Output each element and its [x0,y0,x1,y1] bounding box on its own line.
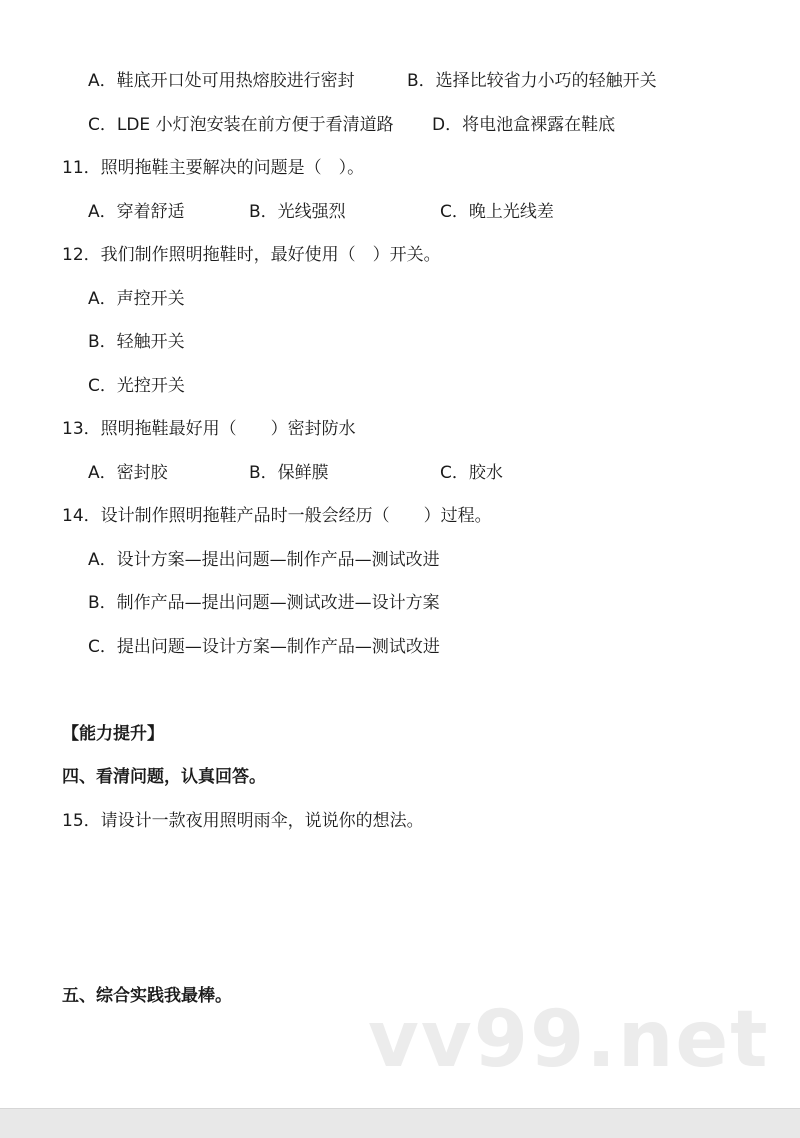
q10-option-c: C．LDE 小灯泡安装在前方便于看清道路 [88,115,394,135]
q14-option-c: C．提出问题—设计方案—制作产品—测试改进 [88,637,440,657]
q14-option-a: A．设计方案—提出问题—制作产品—测试改进 [88,550,440,570]
q12-stem: 12．我们制作照明拖鞋时，最好使用（ ）开关。 [62,245,441,265]
q15-stem: 15．请设计一款夜用照明雨伞，说说你的想法。 [62,811,424,831]
ability-heading: 【能力提升】 [62,724,164,744]
page-bottom-bar [0,1108,800,1138]
q11-option-b: B．光线强烈 [249,202,346,222]
q13-option-b: B．保鲜膜 [249,463,329,483]
q14-option-b: B．制作产品—提出问题—测试改进—设计方案 [88,593,440,613]
q13-option-c: C．胶水 [440,463,503,483]
watermark: vv99.net [368,995,770,1085]
q10-option-b: B．选择比较省力小巧的轻触开关 [407,71,657,91]
q12-option-c: C．光控开关 [88,376,185,396]
q10-option-d: D．将电池盒裸露在鞋底 [432,115,616,135]
q13-option-a: A．密封胶 [88,463,168,483]
q11-stem: 11．照明拖鞋主要解决的问题是（ ）。 [62,158,365,178]
q10-option-a: A．鞋底开口处可用热熔胶进行密封 [88,71,355,91]
q14-stem: 14．设计制作照明拖鞋产品时一般会经历（ ）过程。 [62,506,492,526]
q12-option-a: A．声控开关 [88,289,185,309]
q11-option-a: A．穿着舒适 [88,202,185,222]
section5-heading: 五、综合实践我最棒。 [62,986,232,1006]
q13-stem: 13．照明拖鞋最好用（ ）密封防水 [62,419,356,439]
q11-option-c: C．晚上光线差 [440,202,554,222]
q12-option-b: B．轻触开关 [88,332,185,352]
section4-heading: 四、看清问题，认真回答。 [62,767,266,787]
